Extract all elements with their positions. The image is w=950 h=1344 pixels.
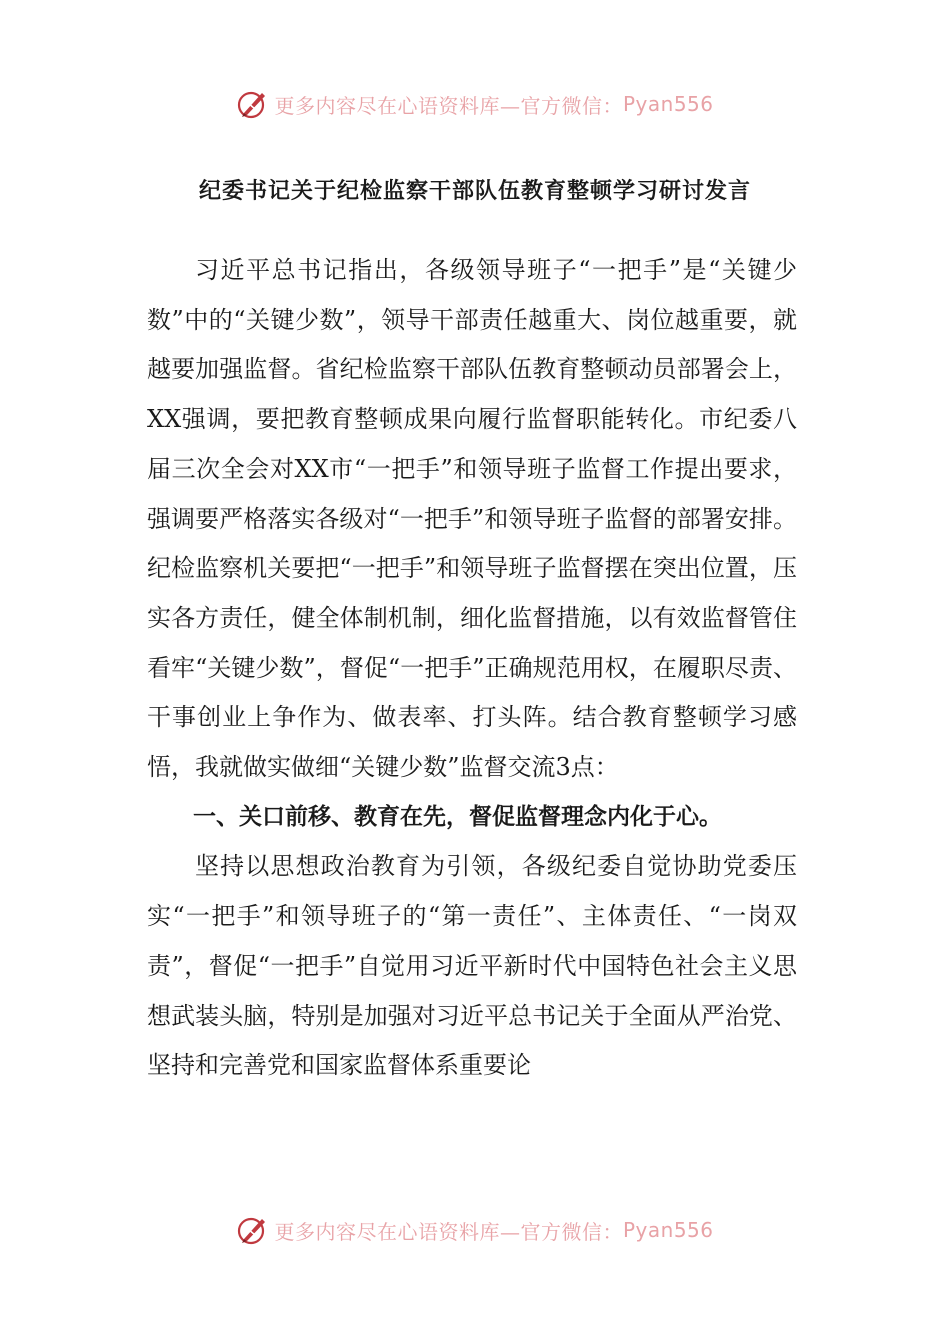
- paragraph-intro: 习近平总书记指出，各级领导班子“一把手”是“关键少数”中的“关键少数”，领导干部责任越重大、岗位越重要，就越要加强监督。省纪检监察干部队伍教育整顿动员部署会上，XX强调，要把教育整顿成果向履行监督职能转化。市纪委八届三次全会对XX市“一把手”和领导班子监督工作提出要求，强调要严格落实各级对“一把手”和领导班子监督的部署安排。纪检监察机关要把“一把手”和领导班子监督摆在突出位置，压实各方责任，健全体制机制，细化监督措施，以有效监督管住看牢“关键少数”，督促“一把手”正确规范用权，在履职尽责、干事创业上争作为、做表率、打头阵。结合教育整顿学习感悟，我就做实做细“关键少数”监督交流3点：: [147, 256, 797, 782]
- section-heading-1: 一、关口前移、教育在先，督促监督理念内化于心。: [193, 803, 722, 830]
- document-body: [147, 246, 797, 1091]
- watermark-footer: [0, 1210, 950, 1250]
- watermark-wechat-id: Pyan556: [622, 92, 714, 116]
- pen-logo-icon: [236, 87, 270, 121]
- document-title: 纪委书记关于纪检监察干部队伍教育整顿学习研讨发言: [198, 179, 751, 204]
- watermark-text: 更多内容尽在心语资料库—官方微信：: [274, 93, 623, 118]
- watermark-text: 更多内容尽在心语资料库—官方微信：: [274, 1219, 623, 1244]
- paragraph-section-1: 坚持以思想政治教育为引领，各级纪委自觉协助党委压实“一把手”和领导班子的“第一责任”、主体责任、“一岗双责”，督促“一把手”自觉用习近平新时代中国特色社会主义思想武装头脑，特别是加强对习近平总书记关于全面从严治党、坚持和完善党和国家监督体系重要论: [147, 852, 797, 1080]
- pen-logo-icon: [236, 1213, 270, 1247]
- watermark-header: [0, 84, 950, 124]
- watermark-wechat-id: Pyan556: [622, 1218, 714, 1242]
